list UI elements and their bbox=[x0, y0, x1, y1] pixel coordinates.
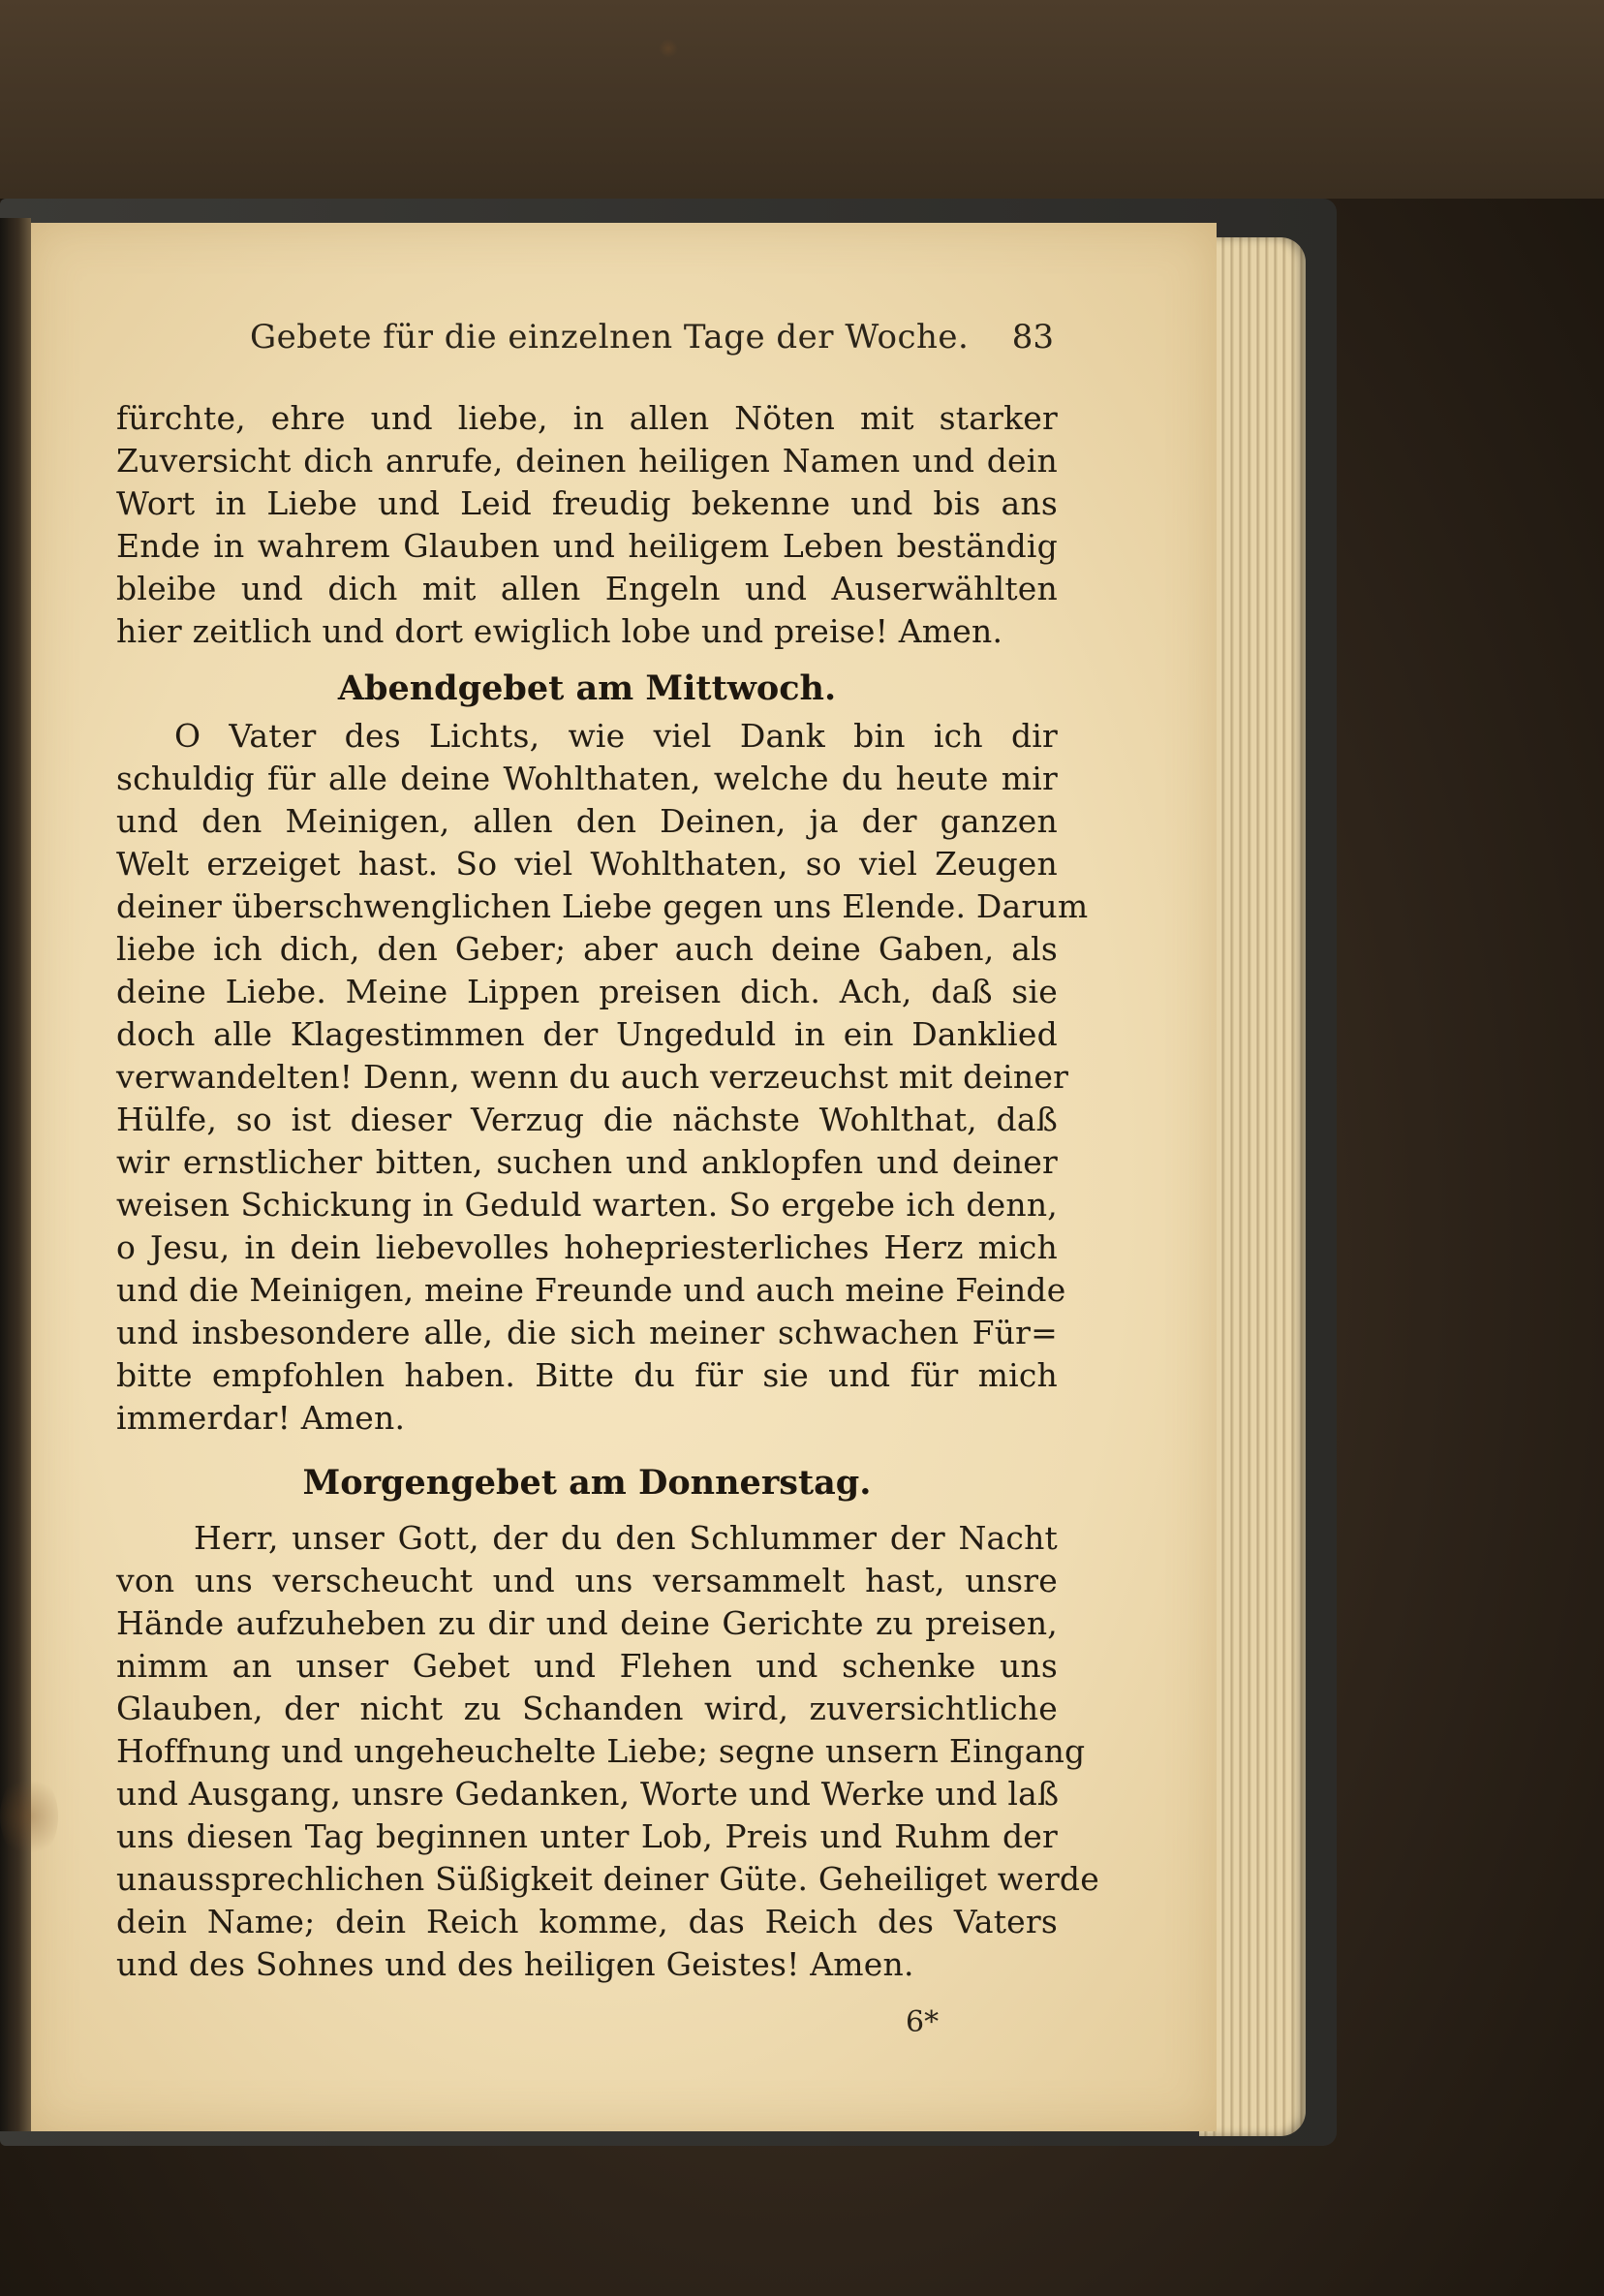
text-line: Hoffnung und ungeheuchelte Liebe; segne unsern Eingang bbox=[116, 1732, 1086, 1770]
text-line: Hülfe, so ist dieser Verzug die nächste Wohlthat, daß bbox=[116, 1101, 1058, 1138]
stain bbox=[659, 39, 678, 58]
text-line: liebe ich dich, den Geber; aber auch deine Gaben, als bbox=[116, 930, 1058, 968]
text-line: Glauben, der nicht zu Schanden wird, zuversichtliche bbox=[116, 1690, 1058, 1727]
text-line: nimm an unser Gebet und Flehen und schenke uns bbox=[116, 1647, 1058, 1685]
background-surface bbox=[0, 0, 1604, 199]
running-header bbox=[250, 308, 1054, 366]
text-line: bitte empfohlen haben. Bitte du für sie und für mich bbox=[116, 1356, 1058, 1394]
text-line: Hände aufzuheben zu dir und deine Gerichte zu preisen, bbox=[116, 1604, 1058, 1642]
text-line: deiner überschwenglichen Liebe gegen uns Elende. Darum bbox=[116, 887, 1089, 925]
text-line: und des Sohnes und des heiligen Geistes! Amen. bbox=[116, 1945, 914, 1983]
text-line: schuldig für alle deine Wohlthaten, welche du heute mir bbox=[116, 760, 1058, 797]
text-line: uns diesen Tag beginnen unter Lob, Preis und Ruhm der bbox=[116, 1817, 1058, 1855]
text-line: von uns verscheucht und uns versammelt hast, unsre bbox=[116, 1562, 1058, 1599]
text-line: Welt erzeiget hast. So viel Wohlthaten, so viel Zeugen bbox=[116, 845, 1058, 883]
text-line: Wort in Liebe und Leid freudig bekenne und bis ans bbox=[116, 484, 1058, 522]
text-line: verwandelten! Denn, wenn du auch verzeuchst mit deiner bbox=[116, 1058, 1069, 1096]
text-line: O Vater des Lichts, wie viel Dank bin ich dir bbox=[174, 717, 1058, 755]
text-line: doch alle Klagestimmen der Ungeduld in ein Danklied bbox=[116, 1015, 1058, 1053]
text-line: fürchte, ehre und liebe, in allen Nöten mit starker bbox=[116, 399, 1058, 437]
page-number: 83 bbox=[1011, 318, 1054, 357]
text-line: Zuversicht dich anrufe, deinen heiligen Namen und dein bbox=[116, 442, 1058, 480]
running-title: Gebete für die einzelnen Tage der Woche. bbox=[250, 318, 970, 357]
text-line: weisen Schickung in Geduld warten. So ergebe ich denn, bbox=[116, 1186, 1058, 1224]
prayer-paragraph bbox=[116, 1517, 1099, 1986]
text-line: unaussprechlichen Süßigkeit deiner Güte. Geheiliget werde bbox=[116, 1860, 1099, 1898]
text-line: und den Meinigen, allen den Deinen, ja der ganzen bbox=[116, 802, 1058, 840]
text-line: Herr, unser Gott, der du den Schlummer der Nacht bbox=[194, 1519, 1058, 1557]
section-heading: Morgengebet am Donnerstag. bbox=[302, 1463, 872, 1503]
signature-mark: 6* bbox=[906, 2005, 940, 2039]
prayer-paragraph bbox=[116, 715, 1089, 1440]
prayer-paragraph-continued bbox=[116, 397, 1058, 653]
text-line: o Jesu, in dein liebevolles hohepriesterliches Herz mich bbox=[116, 1228, 1058, 1266]
text-line: bleibe und dich mit allen Engeln und Auserwählten bbox=[116, 570, 1058, 607]
text-line: dein Name; dein Reich komme, das Reich des Vaters bbox=[116, 1903, 1058, 1940]
text-line: wir ernstlicher bitten, suchen und anklopfen und deiner bbox=[116, 1143, 1058, 1181]
text-line: deine Liebe. Meine Lippen preisen dich. Ach, daß sie bbox=[116, 973, 1058, 1010]
section-heading: Abendgebet am Mittwoch. bbox=[337, 668, 837, 708]
stain bbox=[0, 1773, 58, 1860]
text-line: und Ausgang, unsre Gedanken, Worte und Werke und laß bbox=[116, 1775, 1060, 1813]
text-line: immerdar! Amen. bbox=[116, 1399, 406, 1437]
text-line: und die Meinigen, meine Freunde und auch meine Feinde bbox=[116, 1271, 1066, 1309]
text-line: Ende in wahrem Glauben und heiligem Leben beständig bbox=[116, 527, 1058, 565]
text-line: hier zeitlich und dort ewiglich lobe und preise! Amen. bbox=[116, 612, 1003, 650]
text-line: und insbesondere alle, die sich meiner schwachen Für= bbox=[116, 1314, 1058, 1351]
